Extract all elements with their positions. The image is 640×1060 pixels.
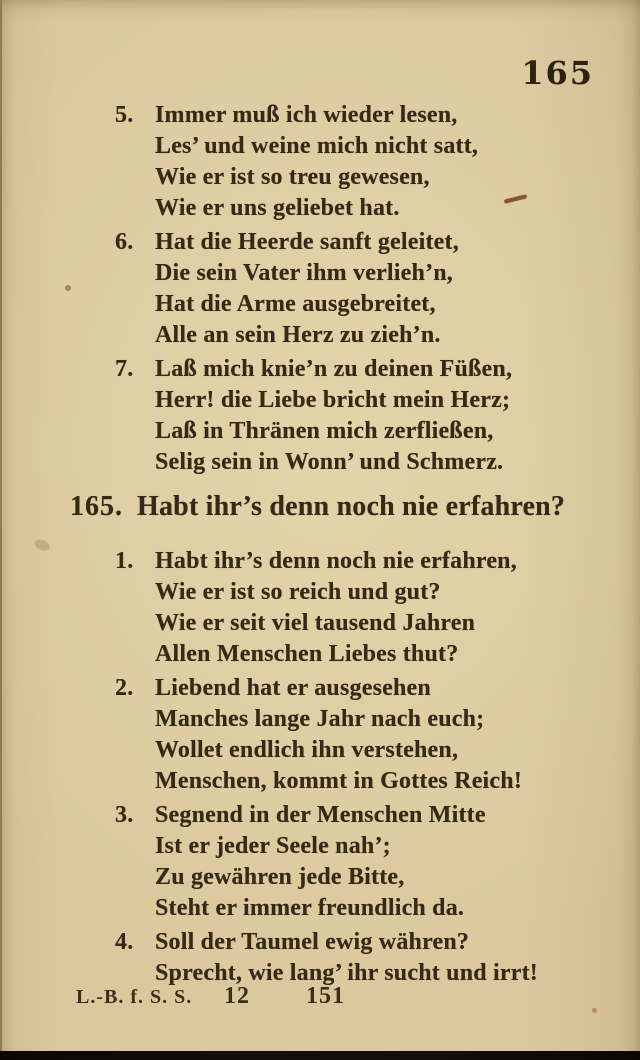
verse-line: Soll der Taumel ewig währen?	[155, 929, 470, 955]
hymn-number: 165.	[70, 491, 123, 522]
verse-line: Herr! die Liebe bricht mein Herz;	[155, 387, 511, 413]
verse	[115, 354, 596, 478]
footer-page-number: 151	[306, 983, 345, 1009]
verse-line: Habt ihr’s denn noch nie erfahren,	[155, 548, 517, 574]
verse-line: Ist er jeder Seele nah’;	[155, 833, 391, 859]
verse-lines	[155, 354, 596, 478]
verse-lines	[155, 546, 596, 670]
verse-line: Wollet endlich ihn verstehen,	[155, 737, 459, 763]
verse-line: Zu gewähren jede Bitte,	[155, 864, 405, 890]
verse-line: Liebend hat er ausgesehen	[155, 675, 431, 701]
verse-line: Wie er ist so reich und gut?	[155, 579, 441, 605]
hymn-title: Habt ihr’s denn noch nie erfahren?	[137, 491, 566, 522]
verse-line: Selig sein in Wonn’ und Schmerz.	[155, 449, 504, 475]
verse-line: Laß mich knie’n zu deinen Füßen,	[155, 356, 513, 382]
page-bottom-edge	[0, 1051, 640, 1060]
verse-number: 7.	[115, 356, 134, 382]
verse	[115, 100, 596, 224]
verse	[115, 673, 596, 797]
verse-line: Menschen, kommt in Gottes Reich!	[155, 768, 523, 794]
verse-line: Immer muß ich wieder lesen,	[155, 102, 458, 128]
verse-lines	[155, 100, 596, 224]
verse-lines	[155, 800, 596, 924]
verse-line: Wie er uns geliebet hat.	[155, 195, 400, 221]
verse-line: Hat die Arme ausgebreitet,	[155, 291, 436, 317]
verse-lines	[155, 227, 596, 351]
verse-line: Steht er immer freundlich da.	[155, 895, 465, 921]
verse-line: Alle an sein Herz zu zieh’n.	[155, 322, 441, 348]
paper-speck	[65, 285, 71, 291]
verse-line: Wie er seit viel tausend Jahren	[155, 610, 476, 636]
header-page-number: 165	[521, 54, 594, 92]
verse-number: 5.	[115, 102, 134, 128]
verse	[115, 227, 596, 351]
verse-lines	[155, 673, 596, 797]
verse-number: 4.	[115, 929, 134, 955]
verse-number: 3.	[115, 802, 134, 828]
verse-line: Die sein Vater ihm verlieh’n,	[155, 260, 454, 286]
verse-line: Hat die Heerde sanft geleitet,	[155, 229, 459, 255]
verse-number: 6.	[115, 229, 134, 255]
hymn-heading	[70, 490, 596, 524]
verse	[115, 800, 596, 924]
page-footer	[76, 983, 496, 1013]
verse	[115, 546, 596, 670]
verse-line: Wie er ist so treu gewesen,	[155, 164, 430, 190]
verse	[115, 927, 596, 989]
verse-lines	[155, 927, 596, 989]
footer-signature: L.-B. f. S. S.	[76, 986, 193, 1008]
verse-line: Les’ und weine mich nicht satt,	[155, 133, 479, 159]
verse-number: 2.	[115, 675, 134, 701]
footer-sheet-number: 12	[224, 983, 250, 1009]
verse-number: 1.	[115, 548, 134, 574]
verse-line: Sprecht, wie lang’ ihr sucht und irrt!	[155, 960, 538, 986]
verse-line: Segnend in der Menschen Mitte	[155, 802, 486, 828]
verse-line: Manches lange Jahr nach euch;	[155, 706, 485, 732]
verse-line: Allen Menschen Liebes thut?	[155, 641, 459, 667]
paper-speck	[592, 1008, 597, 1013]
verse-line: Laß in Thränen mich zerfließen,	[155, 418, 494, 444]
